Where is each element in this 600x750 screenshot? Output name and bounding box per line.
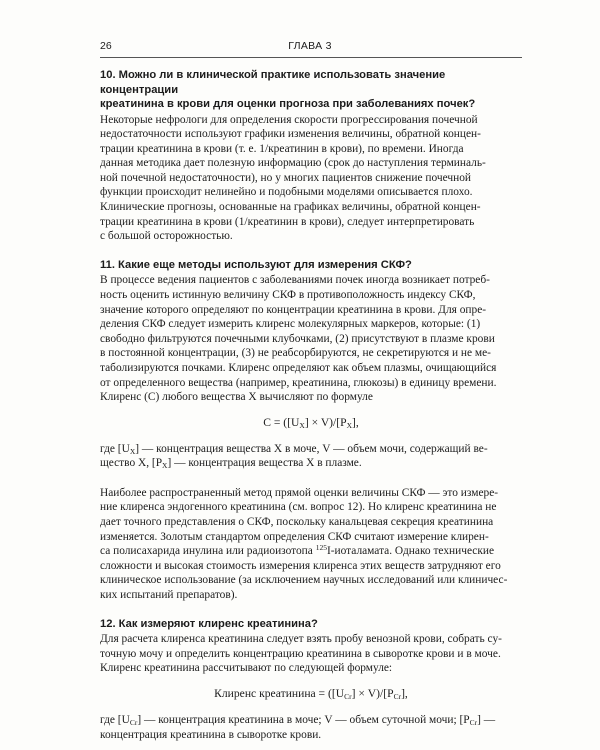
creatinine-formula-legend: где $[U_{Cr}]$ — концентрация креатинина в моче; V — объем суточной мочи; $[P_{Cr}]$ — концентрация креатинина в сыворотке крови. [100, 713, 496, 741]
question-12-heading: 12. Как измеряют клиренс креатинина? [100, 617, 318, 630]
header-rule [100, 57, 522, 58]
answer-11-paragraph-a: В процессе ведения пациентов с заболеваниями почек иногда возникает потреб- ность оценить истинную величину СКФ в противоположность индексу СКФ, значение которого определяют по концентрации креатинина в крови. Для опре- деления СКФ следует измерить клиренс молекулярных маркеров, которые: (1) свободно фильтруются почечными клубочками, (2) присутствуют в плазме крови в постоянной концентрации, (3) не реабсорбируются, не секретируются и не ме- таболизируются почками. Клиренс определяют как объем плазмы, очищающийся от определенного вещества (например, креатинина, глюкозы) в единицу времени. Клиренс (С) любого вещества Х вычисляют по формуле [100, 274, 497, 404]
clearance-formula-legend: где $[U_X]$ — концентрация вещества Х в моче, V — объем мочи, содержащий ве- щество Х, $[P_X]$ — концентрация вещества Х в плазме. [100, 442, 488, 471]
clearance-formula: $C = ([U_X] \times V)/[P_X]$, [263, 415, 359, 430]
page-body [100, 68, 522, 742]
chapter-title: ГЛАВА 3 [288, 40, 332, 52]
answer-11-paragraph-b: Наиболее распространенный метод прямой оценки величины СКФ — это измере- ние клиренса эндогенного креатинина (см. вопрос 12). Но клиренс креатинина не дает точного представления о СКФ, поскольку канальцевая секреция креатинина изменяется. Золотым стандартом определения СКФ считают измерение клирен- са полисахарида инулина или радиоизотопа $^{125}$I-иоталамата. Однако технические сложности и высокая стоимость измерения клиренса этих веществ затрудняют его клиническое использование (за исключением научных исследований или клиничес- ких испытаний препаратов). [100, 486, 508, 602]
isotope-mass-number: 125 [315, 543, 327, 553]
running-header [100, 40, 520, 56]
answer-12-paragraph: Для расчета клиренса креатинина следует взять пробу венозной крови, собрать су- точную мочу и определить концентрацию креатинина в сыворотке крови и в моче. Клиренс креатинина рассчитывают по следующей формуле: [100, 633, 502, 675]
question-10-heading: 10. Можно ли в клинической практике использовать значение концентрации креатинина в крови для оценки прогноза при заболеваниях почек? [100, 69, 476, 110]
creatinine-clearance-formula: Клиренс креатинина = $([U_{Cr}] \times V)/[P_{Cr}]$, [214, 686, 408, 701]
question-11-heading: 11. Какие еще методы используют для измерения СКФ? [100, 258, 412, 271]
answer-10-paragraph: Некоторые нефрологи для определения скорости прогрессирования почечной недостаточности используют графики изменения величины, обратной концен- трации креатинина в крови (т. е. 1/креатинин в крови), по времени. Иногда данная методика дает полезную информацию (срок до наступления терминаль- ной почечной недостаточности), но у многих пациентов снижение почечной функции происходит нелинейно и подобными моделями описывается плохо. Клинические прогнозы, основанные на графиках величины, обратной концен- трации креатинина в крови (1/креатинин в крови), следует интерпретировать с большой осторожностью. [100, 113, 486, 243]
page-number: 26 [100, 40, 112, 52]
